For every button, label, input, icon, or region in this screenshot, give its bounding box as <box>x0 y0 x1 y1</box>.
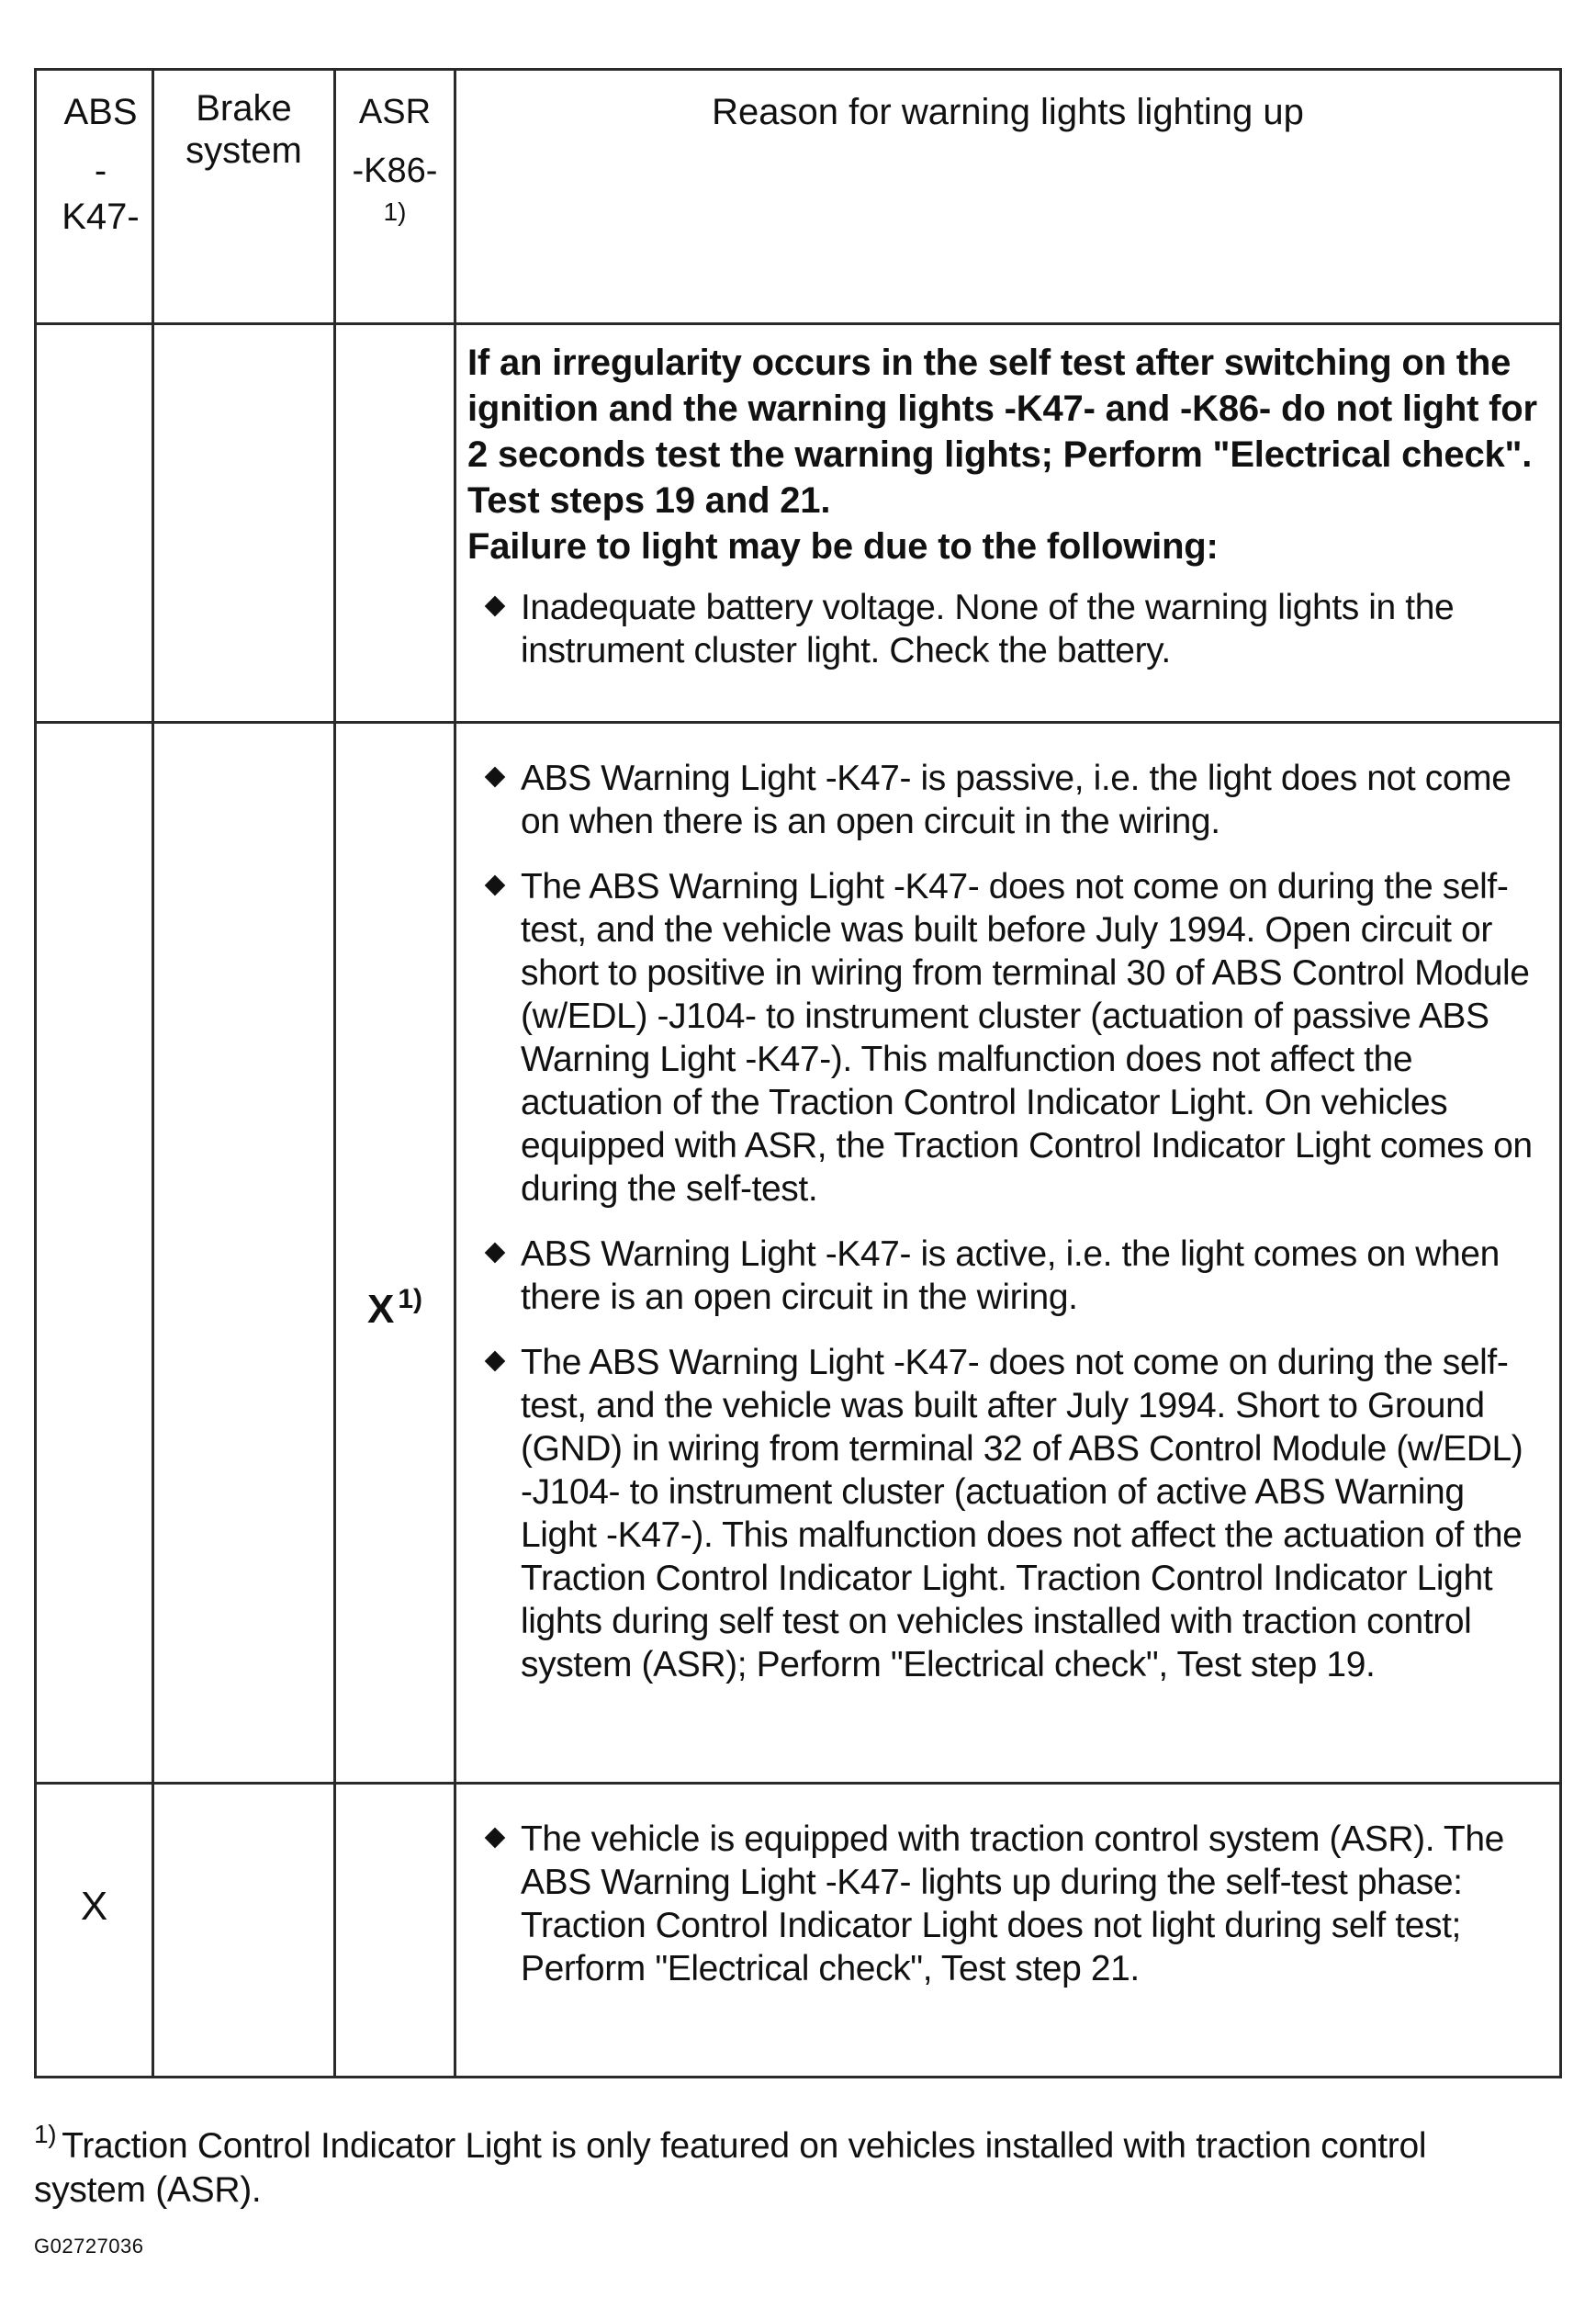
table-row <box>36 324 1561 723</box>
abs-mark: X <box>80 1884 108 1929</box>
cell-abs <box>36 324 153 723</box>
list-item: Inadequate battery voltage. None of the warning lights in the instrument cluster light. Check the battery. <box>467 586 1541 672</box>
cell-brake <box>153 723 335 1784</box>
footnote <box>34 2112 1540 2213</box>
table-header-row <box>36 70 1561 324</box>
header-reason: Reason for warning lights lighting up <box>455 70 1561 324</box>
diamond-bullet-icon <box>467 586 521 629</box>
cell-asr <box>335 1784 455 2078</box>
list-item: The ABS Warning Light -K47- does not come on during the self-test, and the vehicle was built after July 1994. Short to Ground (GND) in wiring from terminal 32 of ABS Control Module (w/EDL) -J104- to instrument cluster (actuation of active ABS Warning Light -K47-). This malfunction does not affect the actuation of the Traction Control Indicator Light. Traction Control Indicator Light lights during self test on vehicles installed with traction control system (ASR); Perform "Electrical check", Test step 19. <box>467 1341 1541 1686</box>
cell-abs <box>36 723 153 1784</box>
cell-brake <box>153 324 335 723</box>
table-row <box>36 1784 1561 2078</box>
diamond-bullet-icon <box>467 865 521 908</box>
diamond-bullet-icon <box>467 1341 521 1384</box>
footnote-text: Traction Control Indicator Light is only featured on vehicles installed with traction control system (ASR). <box>34 2126 1427 2210</box>
cell-asr <box>335 723 455 1784</box>
header-abs: ABS - K47- <box>36 70 153 324</box>
diamond-bullet-icon <box>467 1818 521 1861</box>
row-intro: If an irregularity occurs in the self test after switching on the ignition and the warning lights -K47- and -K86- do not light for 2 seconds test the warning lights; Perform "Electrical check". Test steps 19 and 21. Failure to light may be due to the following: <box>467 343 1537 567</box>
footnote-marker: 1) <box>34 2120 57 2148</box>
cell-reason <box>455 723 1561 1784</box>
list-item: The ABS Warning Light -K47- does not come on during the self-test, and the vehicle was built before July 1994. Open circuit or short to positive in wiring from terminal 30 of ABS Control Module (w/EDL) -J104- to instrument cluster (actuation of passive ABS Warning Light -K47-). This malfunction does not affect the actuation of the Traction Control Indicator Light. On vehicles equipped with ASR, the Traction Control Indicator Light comes on during the self-test. <box>467 865 1541 1211</box>
warning-lights-table <box>34 68 1562 2078</box>
cell-abs <box>36 1784 153 2078</box>
list-item: ABS Warning Light -K47- is passive, i.e. the light does not come on when there is an open circuit in the wiring. <box>467 757 1541 843</box>
cell-asr <box>335 324 455 723</box>
list-item: ABS Warning Light -K47- is active, i.e. the light comes on when there is an open circuit in the wiring. <box>467 1233 1541 1319</box>
list-item: The vehicle is equipped with traction control system (ASR). The ABS Warning Light -K47- lights up during the self-test phase: Traction Control Indicator Light does not light during self test; Perform "Electrical check", Test step 21. <box>467 1818 1541 1990</box>
header-brake-system: Brake system <box>153 70 335 324</box>
diamond-bullet-icon <box>467 757 521 800</box>
table-row <box>36 723 1561 1784</box>
cell-reason <box>455 324 1561 723</box>
figure-id: G02727036 <box>34 2235 144 2258</box>
header-asr: ASR -K86- 1) <box>335 70 455 324</box>
cell-reason <box>455 1784 1561 2078</box>
diamond-bullet-icon <box>467 1233 521 1276</box>
cell-brake <box>153 1784 335 2078</box>
asr-mark: X $^{1)}$ <box>366 1284 423 1332</box>
